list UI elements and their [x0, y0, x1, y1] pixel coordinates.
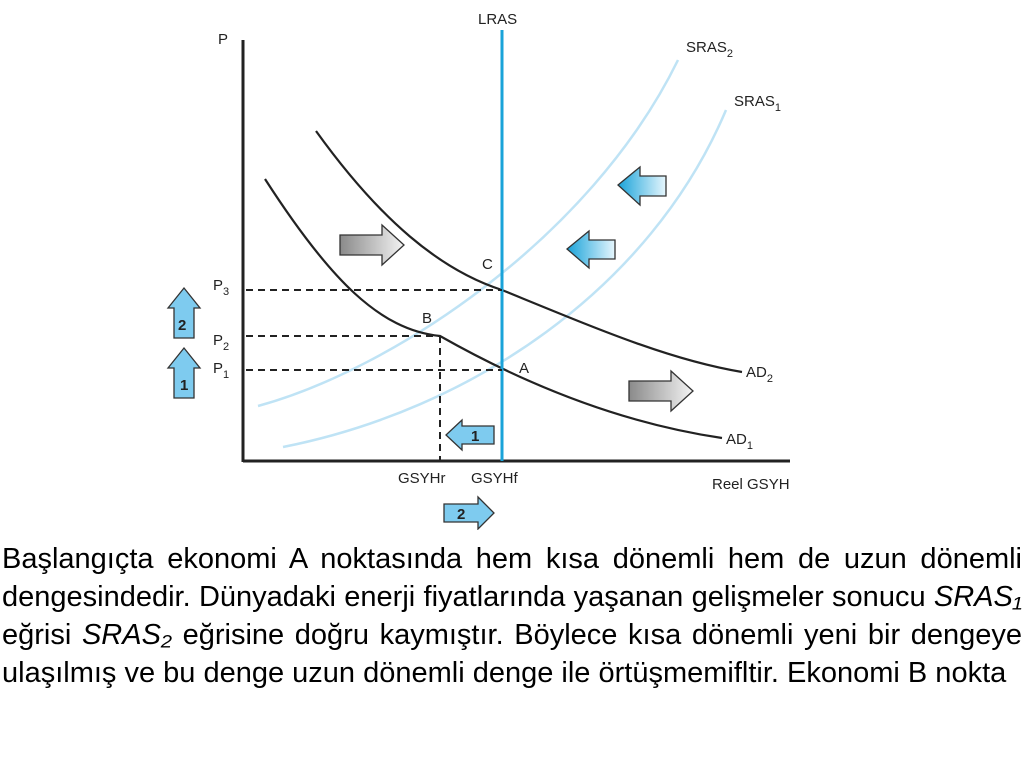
- arrow-right-2-icon: [444, 497, 494, 529]
- p3-label: $P_3$: [213, 277, 230, 298]
- lras-label: LRAS: [478, 11, 518, 28]
- p1-label: $P_1$: [213, 360, 230, 381]
- sras2-label: $SRAS_2$: [686, 39, 733, 60]
- arrow-left-1-icon: [446, 420, 494, 450]
- point-a-label: A: [519, 360, 530, 377]
- point-b-label: B: [422, 310, 433, 327]
- gsyhr-label: GSYHr: [398, 470, 446, 487]
- svg-text:1: 1: [471, 428, 480, 445]
- arrow-up-1-icon: [168, 348, 200, 398]
- caption-text: Başlangıçta ekonomi A noktasında hem kısa dönemli hem de uzun dönemli dengesindedir. Dünyadaki enerji fiyatlarında yaşanan gelişmeler sonucu SRAS₁ eğrisi SRAS₂ eğrisine doğru kaymıştır. Böylece kısa dönemli yeni bir dengeye ulaşılmış ve bu denge uzun dönemli denge ile örtüşmemifltir. Ekonomi B nokta: [2, 543, 1022, 689]
- point-c-label: C: [482, 256, 493, 273]
- ad2-label: $AD_2$: [746, 364, 773, 385]
- y-axis-label: P: [218, 31, 229, 48]
- sras1-label: $SRAS_1$: [734, 93, 781, 114]
- ad1-label: $AD_1$: [726, 431, 753, 452]
- svg-text:2: 2: [457, 506, 466, 523]
- left-arrow-icon: [618, 167, 666, 205]
- svg-text:2: 2: [178, 317, 187, 334]
- right-arrow-icon: [629, 371, 693, 411]
- x-axis-label: Reel GSYH: [712, 476, 790, 493]
- p2-label: $P_2$: [213, 332, 230, 353]
- gsyhf-label: GSYHf: [471, 470, 518, 487]
- svg-text:1: 1: [180, 377, 189, 394]
- right-arrow-icon: [340, 225, 404, 265]
- left-arrow-icon: [567, 231, 615, 268]
- sras2-curve: [258, 60, 678, 406]
- arrow-up-2-icon: [168, 288, 200, 338]
